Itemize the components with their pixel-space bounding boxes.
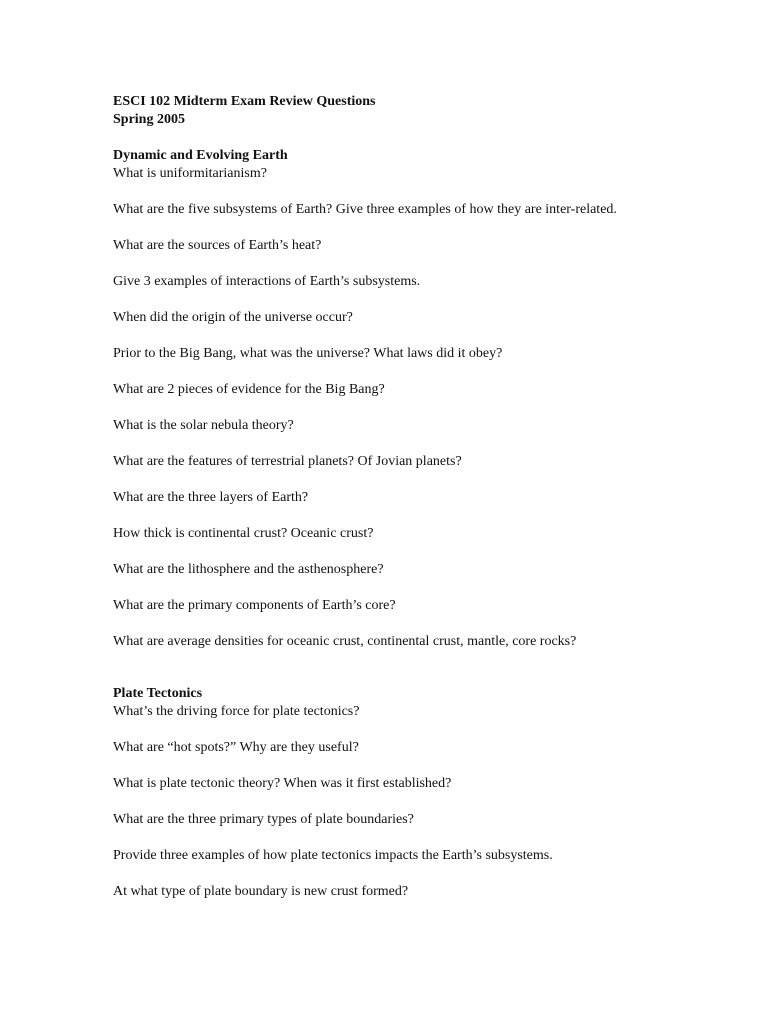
question: What’s the driving force for plate tectonics? bbox=[113, 704, 360, 719]
question: What are the five subsystems of Earth? Give three examples of how they are inter-related. bbox=[113, 202, 617, 217]
question: What are “hot spots?” Why are they useful? bbox=[113, 740, 359, 755]
question: What is uniformitarianism? bbox=[113, 166, 267, 181]
document-title: ESCI 102 Midterm Exam Review Questions bbox=[113, 94, 376, 109]
question: What are average densities for oceanic crust, continental crust, mantle, core rocks? bbox=[113, 634, 577, 649]
question: What is plate tectonic theory? When was it first established? bbox=[113, 776, 452, 791]
question: Provide three examples of how plate tectonics impacts the Earth’s subsystems. bbox=[113, 848, 553, 863]
question: What are the lithosphere and the asthenosphere? bbox=[113, 562, 384, 577]
section-heading: Dynamic and Evolving Earth bbox=[113, 148, 288, 163]
question: What are the three layers of Earth? bbox=[113, 490, 309, 505]
question: Prior to the Big Bang, what was the universe? What laws did it obey? bbox=[113, 346, 503, 361]
question: What are the primary components of Earth’s core? bbox=[113, 598, 396, 613]
question: When did the origin of the universe occur? bbox=[113, 310, 353, 325]
document-term: Spring 2005 bbox=[113, 112, 185, 127]
question: How thick is continental crust? Oceanic crust? bbox=[113, 526, 374, 541]
section-dynamic-earth bbox=[113, 147, 633, 651]
question: What are the sources of Earth’s heat? bbox=[113, 238, 322, 253]
question: What are the three primary types of plate boundaries? bbox=[113, 812, 414, 827]
question: What are the features of terrestrial planets? Of Jovian planets? bbox=[113, 454, 462, 469]
question: What are 2 pieces of evidence for the Big Bang? bbox=[113, 382, 385, 397]
section-heading: Plate Tectonics bbox=[113, 686, 203, 701]
question: Give 3 examples of interactions of Earth’s subsystems. bbox=[113, 274, 421, 289]
question: What is the solar nebula theory? bbox=[113, 418, 294, 433]
document-page bbox=[113, 93, 633, 901]
section-plate-tectonics bbox=[113, 685, 633, 901]
question: At what type of plate boundary is new crust formed? bbox=[113, 884, 409, 899]
